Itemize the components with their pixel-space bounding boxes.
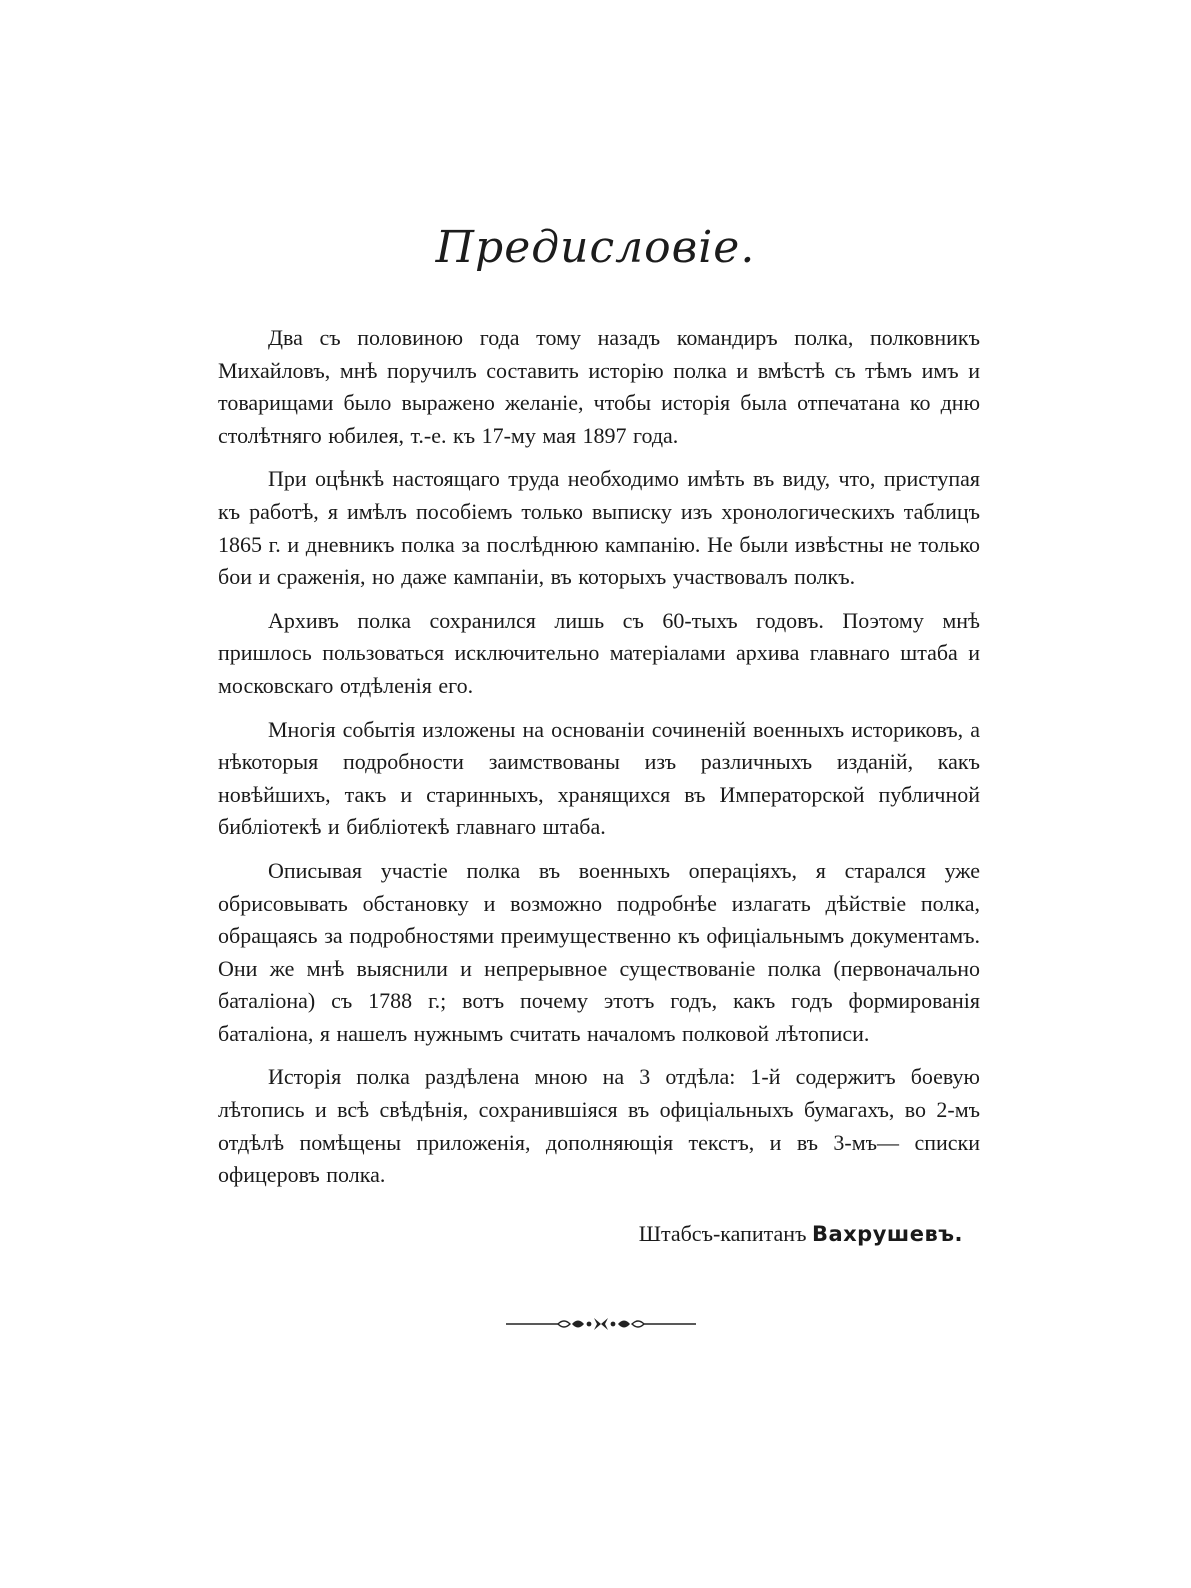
paragraph-1: Два съ половиною года тому назадъ командиръ полка, полковникъ Михайловъ, мнѣ поручилъ составить исторію полка и вмѣстѣ съ тѣмъ имъ и товарищами было выражено желаніе, чтобы исторія была отпечатана ко дню столѣтняго юбилея, т.-е. къ 17-му мая 1897 года. [218,325,980,448]
paragraph-3: Архивъ полка сохранился лишь съ 60-тыхъ годовъ. Поэтому мнѣ пришлось пользоваться исключительно матеріалами архива главнаго штаба и московскаго отдѣленія его. [218,607,980,698]
paragraph-6: Исторія полка раздѣлена мною на 3 отдѣла: 1-й содержитъ боевую лѣтопись и всѣ свѣдѣнія, сохранившіяся въ офиціальныхъ бумагахъ, во 2-мъ отдѣлѣ помѣщены приложенія, дополняющія текстъ, и въ 3-мъ— списки офицеровъ полка. [218,1064,980,1188]
paragraph-5: Описывая участіе полка въ военныхъ операціяхъ, я старался уже обрисовывать обстановку и возможно подробнѣе излагать дѣйствіе полка, обращаясь за подробностями преимущественно къ офиціальнымъ документамъ. Они же мнѣ выяснили и непрерывное существованіе полка (первоначально баталіона) съ 1788 г.; вотъ почему этотъ годъ, какъ годъ формированія баталіона, я нашелъ нужнымъ считать началомъ полковой лѣтописи. [218,857,980,1046]
signature [0,1218,963,1250]
preface-body [218,322,980,1203]
page-title: Предисловіе. [435,222,756,273]
printers-ornament-icon [506,1312,696,1336]
signature-surname: Вахрушевъ. [811,1222,963,1246]
paragraph-4: Многія событія изложены на основаніи сочиненій военныхъ историковъ, а нѣкоторыя подробности заимствованы изъ различныхъ изданій, какъ новѣйшихъ, такъ и старинныхъ, хранящихся въ Императорской публичной библіотекѣ и библіотекѣ главнаго штаба. [218,716,980,840]
paragraph-2: При оцѣнкѣ настоящаго труда необходимо имѣть въ виду, что, приступая къ работѣ, я имѣлъ пособіемъ только выписку изъ хронологическихъ таблицъ 1865 г. и дневникъ полка за послѣднюю кампанію. Не были извѣстны не только бои и сраженія, но даже кампаніи, въ которыхъ участвовалъ полкъ. [218,466,980,590]
signature-rank: Штабсъ-капитанъ [638,1221,807,1246]
